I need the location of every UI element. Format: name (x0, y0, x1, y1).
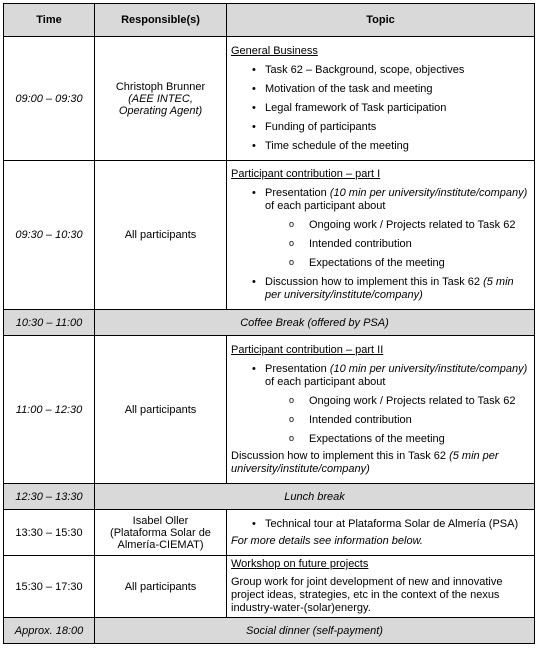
topic-list (231, 64, 530, 153)
responsible-role: Almería-CIEMAT) (117, 538, 204, 551)
break-label: Coffee Break (offered by PSA) (95, 310, 535, 336)
break-label: Social dinner (self-payment) (95, 618, 535, 644)
discussion-text: Discussion how to implement this in Task 62 (265, 276, 484, 288)
topic-cell (227, 336, 535, 484)
header-topic: Topic (227, 4, 535, 37)
discussion-note: (5 min per university/institute/company) (231, 449, 499, 475)
presentation-note: (10 min per university/institute/company) (329, 362, 528, 375)
table-row (4, 37, 535, 161)
time-cell: 13:30 – 15:30 (4, 510, 95, 556)
discussion-text: Discussion how to implement this in Task 62 (231, 449, 450, 462)
sub-item: o Ongoing work / Projects related to Task 62 (231, 219, 530, 232)
responsible-cell (95, 37, 227, 161)
table-row (4, 336, 535, 484)
list-item: • Technical tour at Plataforma Solar de Almería (PSA) (231, 518, 530, 531)
time-cell: 09:30 – 10:30 (4, 161, 95, 310)
sub-list (231, 219, 530, 270)
presentation-text: Presentation (265, 187, 330, 199)
table-row (4, 510, 535, 556)
presentation-note: (10 min per university/institute/company) (329, 187, 528, 199)
table-row (4, 556, 535, 618)
break-row (4, 618, 535, 644)
list-item: • Task 62 – Background, scope, objectives (231, 64, 530, 77)
topic-list (231, 518, 530, 531)
sub-list (231, 395, 530, 446)
header-time: Time (4, 4, 95, 37)
time-cell: 12:30 – 13:30 (4, 484, 95, 510)
list-item: • Legal framework of Task participation (231, 102, 530, 115)
list-item (231, 363, 530, 446)
time-cell: 11:00 – 12:30 (4, 336, 95, 484)
topic-list (231, 363, 530, 446)
responsible-cell (95, 510, 227, 556)
break-label: Lunch break (95, 484, 535, 510)
responsible-cell: All participants (95, 556, 227, 618)
time-cell: 09:00 – 09:30 (4, 37, 95, 161)
presentation-text: Presentation (265, 362, 330, 375)
list-item: • Funding of participants (231, 121, 530, 134)
topic-title: Participant contribution – part I (231, 168, 381, 180)
time-cell: 10:30 – 11:00 (4, 310, 95, 336)
responsible-org: (Plataforma Solar de (110, 526, 211, 539)
break-row (4, 484, 535, 510)
topic-cell (227, 161, 535, 310)
agenda-table (3, 3, 535, 644)
time-cell: Approx. 18:00 (4, 618, 95, 644)
time-cell: 15:30 – 17:30 (4, 556, 95, 618)
break-row (4, 310, 535, 336)
responsible-name: Isabel Oller (132, 514, 189, 527)
sub-item: o Expectations of the meeting (231, 257, 530, 270)
header-responsible: Responsible(s) (95, 4, 227, 37)
list-item: • Time schedule of the meeting (231, 140, 530, 153)
topic-title: General Business (231, 44, 318, 57)
topic-title: Workshop on future projects (231, 558, 369, 570)
topic-note: For more details see information below. (231, 534, 423, 547)
topic-cell (227, 37, 535, 161)
header-row (4, 4, 535, 37)
presentation-tail: of each participant about (265, 200, 386, 212)
sub-item: o Intended contribution (231, 414, 530, 427)
discussion-paragraph (231, 450, 530, 476)
responsible-role: Operating Agent) (118, 104, 203, 117)
discussion-note: (5 min per university/institute/company) (265, 276, 514, 301)
responsible-org: (AEE INTEC, (128, 92, 193, 105)
topic-cell (227, 556, 535, 618)
list-item (231, 276, 530, 302)
responsible-cell: All participants (95, 336, 227, 484)
topic-cell (227, 510, 535, 556)
list-item: • Motivation of the task and meeting (231, 83, 530, 96)
topic-title: Participant contribution – part II (231, 343, 384, 356)
sub-item: o Intended contribution (231, 238, 530, 251)
topic-text: Group work for joint development of new and innovative project ideas, strategies, etc in the context of the nexus industry-water-(solar)energy. (231, 576, 503, 614)
topic-list (231, 187, 530, 302)
responsible-cell: All participants (95, 161, 227, 310)
sub-item: o Ongoing work / Projects related to Task 62 (231, 395, 530, 408)
sub-item: o Expectations of the meeting (231, 433, 530, 446)
responsible-name: Christoph Brunner (115, 80, 206, 93)
table-row (4, 161, 535, 310)
presentation-tail: of each participant about (265, 375, 386, 388)
list-item (231, 187, 530, 270)
